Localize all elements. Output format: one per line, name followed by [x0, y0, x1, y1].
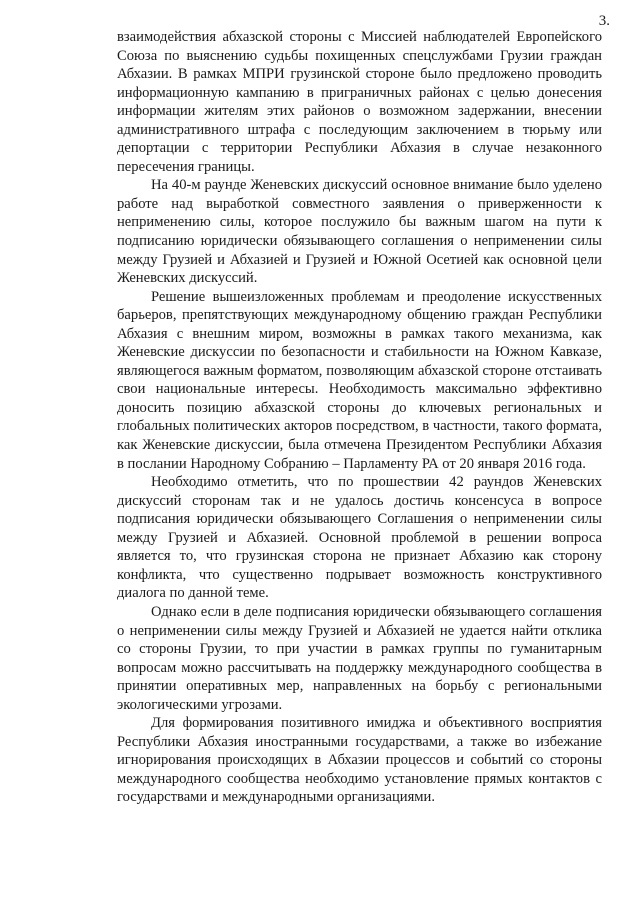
paragraph-42-rounds: Необходимо отметить, что по прошествии 42 раундов Женевских дискуссий сторонам так и не удалось достичь консенсуса в вопросе подписания юридически обязывающего Соглашения о неприменении силы между Грузией и Абхазией. Основной проблемой в решении вопроса является то, что грузинская сторона не признает Абхазию как сторону конфликта, что существенно подрывает возможность конструктивного диалога по данной теме. [117, 474, 602, 602]
paragraph-geneva-40th-round: На 40-м раунде Женевских дискуссий основное внимание было уделено работе над выработкой совместного заявления о приверженности к неприменению силы, которое послужило бы важным шагом на пути к подписанию юридически обязывающего соглашения о неприменении силы между Грузией и Абхазией и Грузией и Южной Осетией как основной цели Женевских дискуссий. [117, 177, 602, 287]
page-number: 3. [598, 13, 610, 29]
body-text [117, 28, 602, 807]
paragraph-barriers-solution: Решение вышеизложенных проблемам и преодоление искусственных барьеров, препятствующих международному общению граждан Республики Абхазия с внешним миром, возможны в рамках такого механизма, как Женевские дискуссии по безопасности и стабильности на Южном Кавказе, являющегося важным форматом, позволяющим абхазской стороне отстаивать свои национальные интересы. Необходимость максимально эффективно доносить позицию абхазской стороны до ключевых региональных и глобальных политических акторов посредством, в частности, такого формата, как Женевские дискуссии, была отмечена Президентом Республики Абхазия в послании Народному Собранию – Парламенту РА от 20 января 2016 года. [117, 288, 602, 472]
paragraph-humanitarian-group: Однако если в деле подписания юридически обязывающего соглашения о неприменении силы между Грузией и Абхазией не удается найти отклика со стороны Грузии, то при участии в рамках группы по гуманитарным вопросам можно рассчитывать на поддержку международного сообщества в принятии оперативных мер, направленных на борьбу с региональными экологическими угрозами. [117, 603, 602, 713]
paragraph-positive-image: Для формирования позитивного имиджа и объективного восприятия Республики Абхазия иностранными государствами, а также во избежание игнорирования происходящих в Абхазии процессов и событий со стороны международного сообщества необходимо установление прямых контактов с государствами и международными организациями. [117, 715, 602, 806]
paragraph-continuation: взаимодействия абхазской стороны с Миссией наблюдателей Европейского Союза по выяснению судьбы похищенных спецслужбами Грузии граждан Абхазии. В рамках МПРИ грузинской стороне было предложено проводить информационную кампанию в приграничных районах с целью донесения информации жителям этих районов о возможном задержании, внесении административного штрафа с последующим заключением в тюрьму или депортации с территории Республики Абхазия в случае незаконного пересечения границы. [117, 29, 602, 175]
